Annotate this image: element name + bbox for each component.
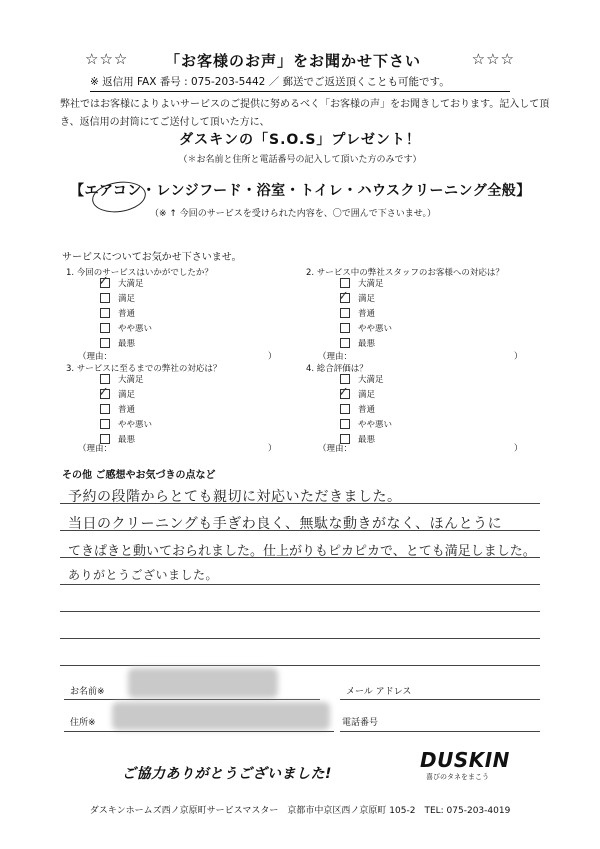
option-row[interactable]: 大満足 [100, 373, 152, 388]
name-redacted [128, 668, 278, 698]
intro-text: 弊社ではお客様によりよいサービスのご提供に努めるべく「お客様の声」をお聞きしております。記入して頂き、返信用の封筒にてご送付して頂いた方に、 [60, 99, 550, 128]
option-row[interactable]: やや悪い [100, 322, 152, 337]
option-row[interactable]: やや悪い [100, 418, 152, 433]
comment-line [60, 584, 540, 585]
option-row[interactable]: 普通 [340, 403, 392, 418]
comment-line [60, 611, 540, 612]
title-text: 「お客様のお声」をお聞かせ下さい [165, 52, 422, 70]
option-row[interactable]: 満足 [100, 292, 152, 307]
comment-line [60, 665, 540, 666]
option-row[interactable]: 最悪 [100, 337, 152, 352]
check-mark-icon: ✓ [338, 289, 349, 304]
option-row[interactable]: 最悪 [340, 337, 392, 352]
phone-line [340, 731, 540, 732]
checkbox[interactable] [340, 278, 350, 288]
reason-close: ） [268, 444, 277, 454]
address-line [64, 731, 334, 732]
comment-text: ありがとうございました。 [68, 568, 219, 582]
present-heading: ダスキンの「S.O.S」プレゼント！ [179, 132, 421, 148]
stars-left: ☆☆☆ [85, 50, 129, 68]
email-line [340, 699, 540, 700]
question-1: 1. 今回のサービスはいかがでしたか？ [66, 268, 213, 278]
option-row[interactable]: 普通 [340, 307, 392, 322]
option-row[interactable]: やや悪い [340, 322, 392, 337]
option-row[interactable]: 満足 [340, 292, 392, 307]
option-row[interactable]: やや悪い [340, 418, 392, 433]
checkbox[interactable] [340, 419, 350, 429]
comment-line [60, 638, 540, 639]
comments-heading: その他 ご感想やお気づきの点など [62, 470, 216, 481]
option-row[interactable]: 大満足 [340, 277, 392, 292]
name-line [64, 699, 320, 700]
option-row[interactable]: 最悪 [340, 433, 392, 448]
check-mark-icon: ✓ [98, 385, 109, 400]
option-row[interactable]: 大満足 [340, 373, 392, 388]
address-label: 住所※ [70, 718, 96, 728]
name-label: お名前※ [70, 687, 105, 697]
checkbox[interactable] [100, 293, 110, 303]
option-row[interactable]: 満足 [100, 388, 152, 403]
checkbox[interactable] [100, 374, 110, 384]
reason-close: ） [514, 444, 523, 454]
email-label: メール アドレス [346, 687, 412, 697]
checkbox[interactable] [100, 404, 110, 414]
option-row[interactable]: 満足 [340, 388, 392, 403]
checkbox[interactable] [100, 419, 110, 429]
reason-open: （理由： [318, 444, 353, 454]
check-mark-icon: ✓ [338, 385, 349, 400]
reason-open: （理由： [78, 352, 113, 362]
question-3: 3. サービスに至るまでの弊社の対応は？ [66, 364, 222, 374]
question-4: 4. 総合評価は？ [306, 364, 368, 374]
reason-open: （理由： [318, 352, 353, 362]
stars-right: ☆☆☆ [471, 50, 515, 68]
fax-line: ※ 返信用 FAX 番号 : 075-203-5442 ／ 郵送でご返送頂くことも可能です。 [90, 74, 510, 92]
present-note: （＊お名前と住所と電話番号の記入して頂いた方のみです） [178, 155, 422, 165]
reason-close: ） [268, 352, 277, 362]
company-footer: ダスキンホームズ西ノ京原町サービスマスター 京都市中京区西ノ京原町 105-2 TEL: 075-203-4019 [89, 806, 511, 816]
check-mark-icon: ✓ [98, 274, 109, 289]
checkbox[interactable] [340, 404, 350, 414]
thanks-message: ご協力ありがとうございました! [122, 766, 332, 782]
duskin-logo: DUSKIN [420, 748, 510, 772]
option-row[interactable]: 最悪 [100, 433, 152, 448]
address-redacted [112, 702, 330, 730]
option-row[interactable]: 普通 [100, 307, 152, 322]
service-note: （※ ↑ 今回のサービスを受けられた内容を、〇で囲んで下さいませ。） [150, 209, 437, 219]
survey-heading: サービスについてお気かせ下さいませ。 [62, 252, 242, 263]
service-list: 【エアコン・レンジフード・浴室・トイレ・ハウスクリーニング全般】 [70, 183, 531, 199]
checkbox[interactable] [100, 308, 110, 318]
option-row[interactable]: 大満足 [100, 277, 152, 292]
reason-close: ） [514, 352, 523, 362]
comment-text: 予約の段階からとても親切に対応いただきました。 [68, 489, 402, 505]
comment-text: てきぱきと動いておられました。仕上がりもピカピカで、とても満足しました。 [68, 544, 536, 559]
checkbox[interactable] [340, 323, 350, 333]
checkbox[interactable] [340, 338, 350, 348]
option-row[interactable]: 普通 [100, 403, 152, 418]
comment-text: 当日のクリーニングも手ぎわ良く、無駄な動きがなく、ほんとうに [68, 516, 503, 532]
reason-open: （理由： [78, 444, 113, 454]
checkbox[interactable] [100, 323, 110, 333]
checkbox[interactable] [340, 308, 350, 318]
checkbox[interactable] [340, 374, 350, 384]
phone-label: 電話番号 [342, 718, 379, 728]
question-2: 2. サービス中の弊社スタッフのお客様への対応は？ [306, 268, 504, 278]
checkbox[interactable] [100, 338, 110, 348]
logo-tagline: 喜びのタネをまこう [426, 773, 489, 781]
